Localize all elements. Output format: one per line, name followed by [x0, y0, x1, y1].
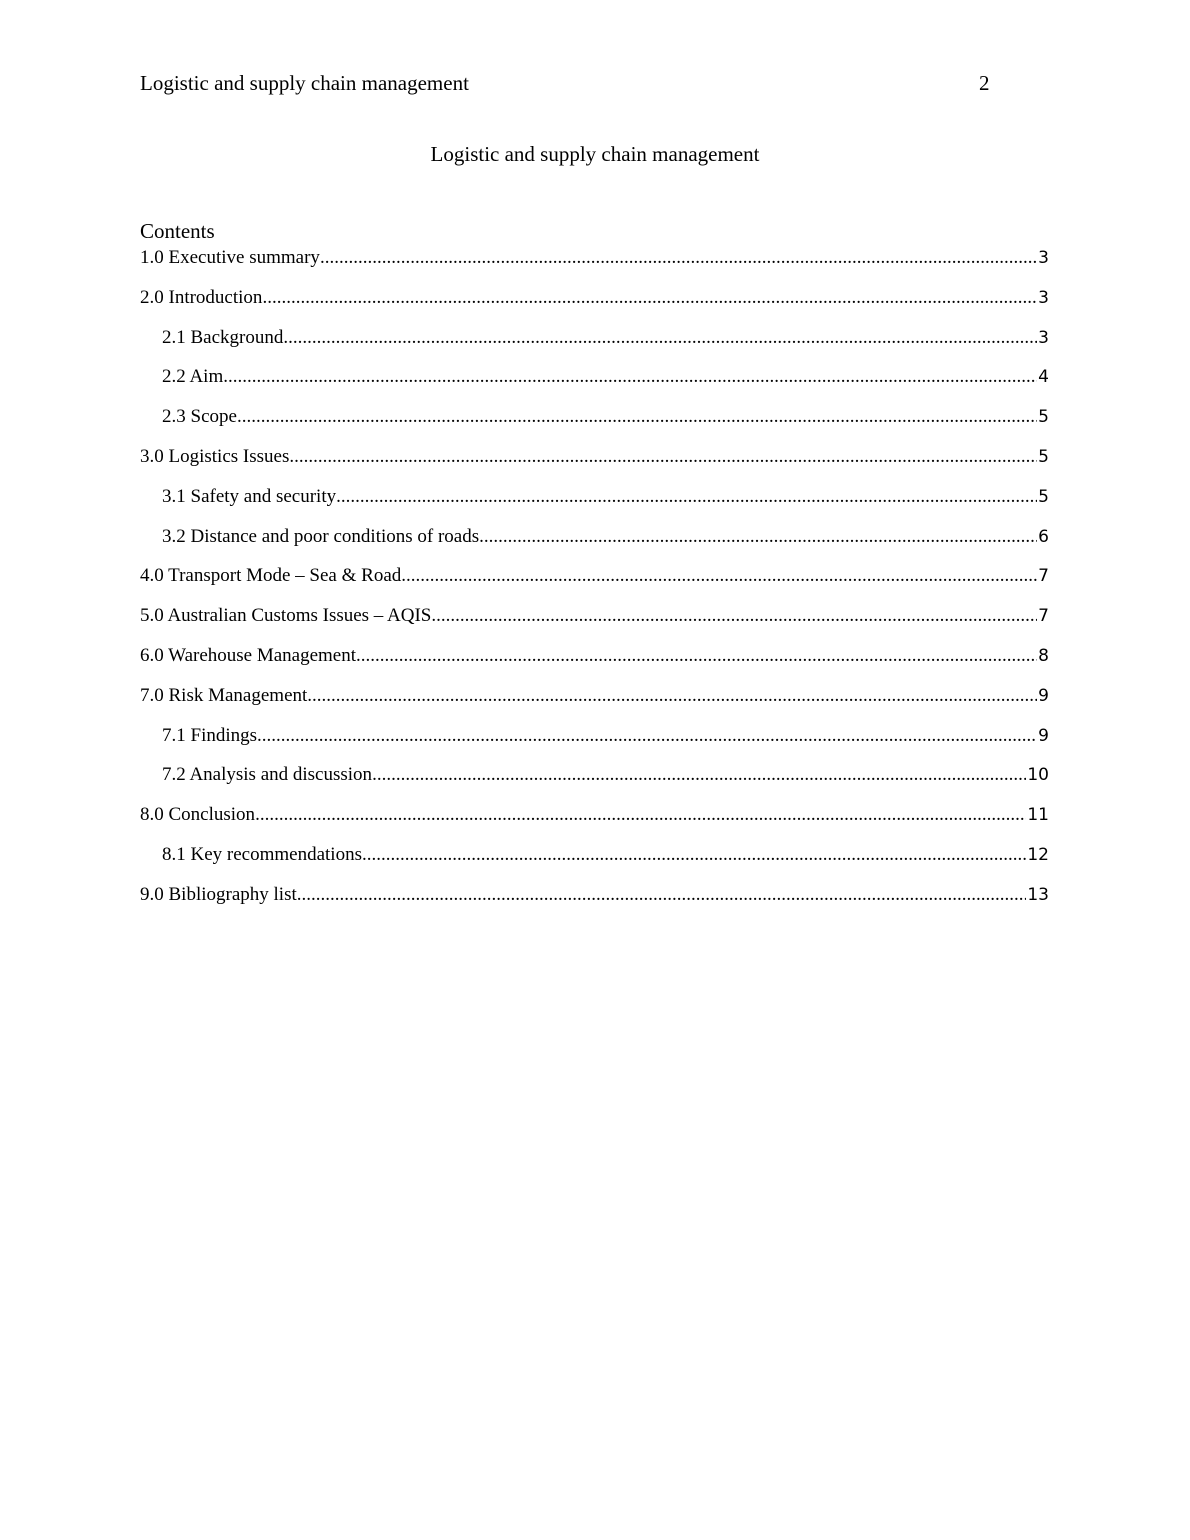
toc-entry-label: 3.1 Safety and security — [162, 485, 337, 507]
toc-entry-label: 8.0 Conclusion — [140, 804, 256, 826]
dot-leader — [223, 364, 1037, 390]
dot-leader — [320, 245, 1037, 271]
toc-entry-page: 6 — [1038, 526, 1049, 547]
dot-leader — [307, 683, 1037, 709]
toc-entry-page: 8 — [1038, 645, 1049, 666]
toc-entry-findings[interactable] — [140, 723, 1049, 763]
page-number: 2 — [979, 71, 990, 95]
dot-leader — [356, 643, 1037, 669]
dot-leader — [283, 325, 1037, 351]
toc-entry-conclusion[interactable] — [140, 802, 1049, 842]
table-of-contents — [140, 245, 1049, 922]
toc-entry-background[interactable] — [140, 325, 1049, 365]
toc-entry-page: 3 — [1038, 248, 1049, 268]
toc-entry-page: 3 — [1038, 327, 1049, 348]
toc-entry-page: 12 — [1027, 844, 1049, 865]
dot-leader — [362, 842, 1026, 868]
toc-entry-scope[interactable] — [140, 404, 1049, 444]
dot-leader — [237, 404, 1037, 430]
toc-entry-introduction[interactable] — [140, 285, 1049, 325]
toc-entry-page: 7 — [1038, 566, 1049, 587]
toc-entry-distance-and-roads[interactable] — [140, 524, 1049, 564]
toc-entry-label: 7.2 Analysis and discussion — [162, 764, 373, 786]
toc-entry-customs-issues[interactable] — [140, 603, 1049, 643]
toc-entry-label: 2.0 Introduction — [140, 286, 263, 308]
toc-entry-page: 5 — [1038, 486, 1049, 507]
toc-entry-label: 8.1 Key recommendations — [162, 843, 362, 865]
toc-entry-analysis-and-discussion[interactable] — [140, 762, 1049, 802]
toc-entry-page: 3 — [1038, 287, 1049, 308]
document-title: Logistic and supply chain management — [430, 142, 760, 166]
toc-entry-transport-mode[interactable] — [140, 563, 1049, 603]
toc-entry-label: 2.1 Background — [162, 326, 284, 348]
dot-leader — [257, 723, 1037, 749]
dot-leader — [262, 285, 1037, 311]
dot-leader — [255, 802, 1026, 828]
toc-entry-safety-and-security[interactable] — [140, 484, 1049, 524]
toc-entry-label: 2.2 Aim — [162, 366, 224, 388]
toc-entry-label: 2.3 Scope — [162, 406, 237, 428]
toc-entry-label: 7.0 Risk Management — [140, 684, 308, 706]
dot-leader — [431, 603, 1037, 629]
dot-leader — [401, 563, 1037, 589]
toc-entry-label: 4.0 Transport Mode – Sea & Road — [140, 565, 402, 587]
toc-entry-page: 10 — [1027, 765, 1049, 786]
toc-entry-logistics-issues[interactable] — [140, 444, 1049, 484]
toc-entry-page: 9 — [1038, 725, 1049, 746]
toc-entry-page: 5 — [1038, 407, 1049, 428]
toc-entry-label: 9.0 Bibliography list — [140, 883, 297, 905]
toc-entry-page: 13 — [1027, 884, 1049, 905]
running-head: Logistic and supply chain management — [140, 71, 469, 95]
toc-entry-page: 9 — [1038, 685, 1049, 706]
toc-entry-page: 4 — [1038, 367, 1049, 388]
dot-leader — [336, 484, 1037, 510]
toc-entry-executive-summary[interactable] — [140, 245, 1049, 285]
toc-heading: Contents — [140, 219, 215, 243]
toc-entry-warehouse-management[interactable] — [140, 643, 1049, 683]
toc-entry-page: 5 — [1038, 446, 1049, 467]
toc-entry-label: 6.0 Warehouse Management — [140, 644, 357, 666]
toc-entry-page: 7 — [1038, 606, 1049, 627]
toc-entry-key-recommendations[interactable] — [140, 842, 1049, 882]
toc-entry-page: 11 — [1027, 805, 1049, 826]
toc-entry-label: 5.0 Australian Customs Issues – AQIS — [140, 605, 432, 627]
toc-entry-bibliography[interactable] — [140, 882, 1049, 922]
toc-entry-label: 3.2 Distance and poor conditions of roads — [162, 525, 480, 547]
toc-entry-label: 1.0 Executive summary — [140, 247, 320, 268]
dot-leader — [479, 524, 1037, 550]
toc-entry-label: 7.1 Findings — [162, 724, 258, 746]
dot-leader — [372, 762, 1026, 788]
dot-leader — [289, 444, 1037, 470]
dot-leader — [297, 882, 1027, 908]
toc-entry-aim[interactable] — [140, 364, 1049, 404]
toc-entry-label: 3.0 Logistics Issues — [140, 445, 290, 467]
toc-entry-risk-management[interactable] — [140, 683, 1049, 723]
